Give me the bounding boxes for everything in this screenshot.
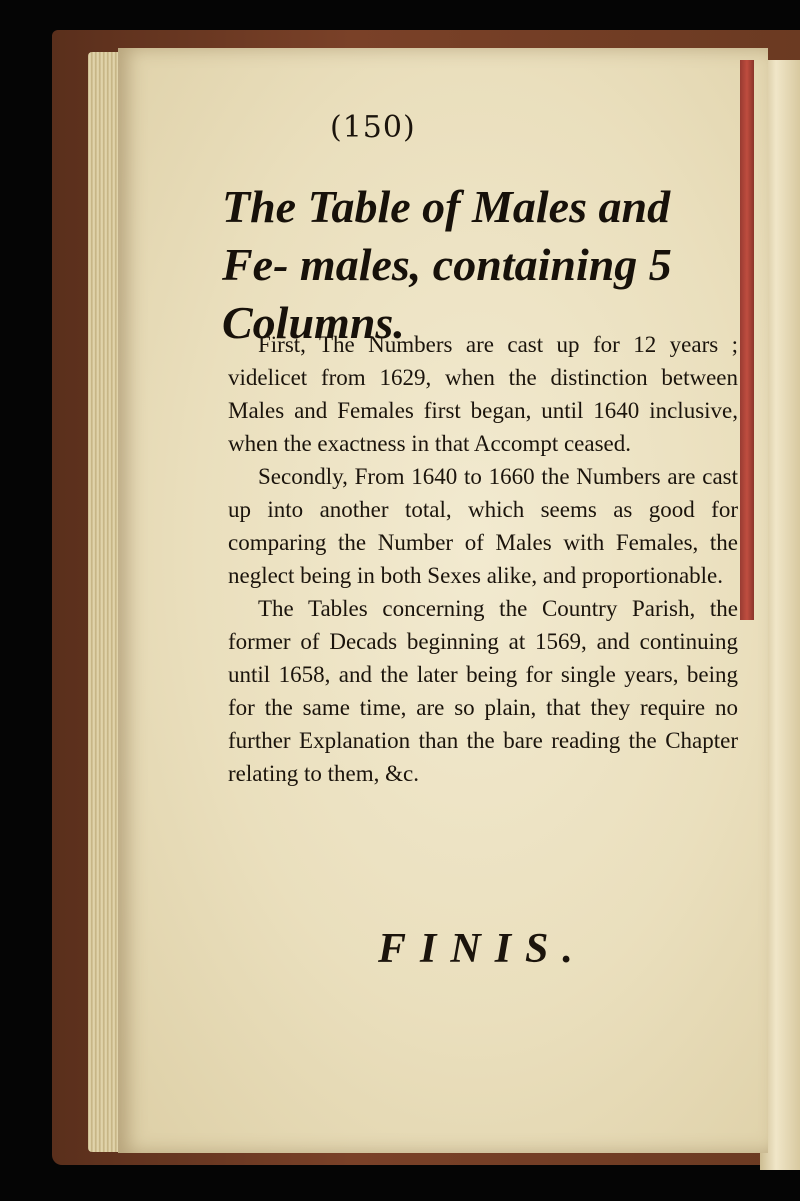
finis-heading: FINIS. (378, 926, 587, 972)
page-number: (150) (330, 110, 416, 145)
body-text (228, 328, 738, 790)
paragraph-1: First, The Numbers are cast up for 12 years ; videlicet from 1629, when the distinction between Males and Females first began, until 1640 inclusive, when the exactness in that Accompt ceased. (228, 332, 738, 456)
paragraph-3: The Tables concerning the Country Parish, the former of Decads beginning at 1569, and continuing until 1658, and the later being for single years, being for the same time, are so plain, that they require no further Explanation than the bare reading the Chapter relating to them, &c. (228, 596, 738, 786)
paragraph-2: Secondly, From 1640 to 1660 the Numbers are cast up into another total, which seems as good for comparing the Number of Males with Females, the neglect being in both Sexes alike, and proportionable. (228, 464, 738, 588)
page-title: The Table of Males and Fe- males, containing 5 Columns. (222, 181, 672, 348)
bookmark-ribbon (740, 60, 754, 620)
